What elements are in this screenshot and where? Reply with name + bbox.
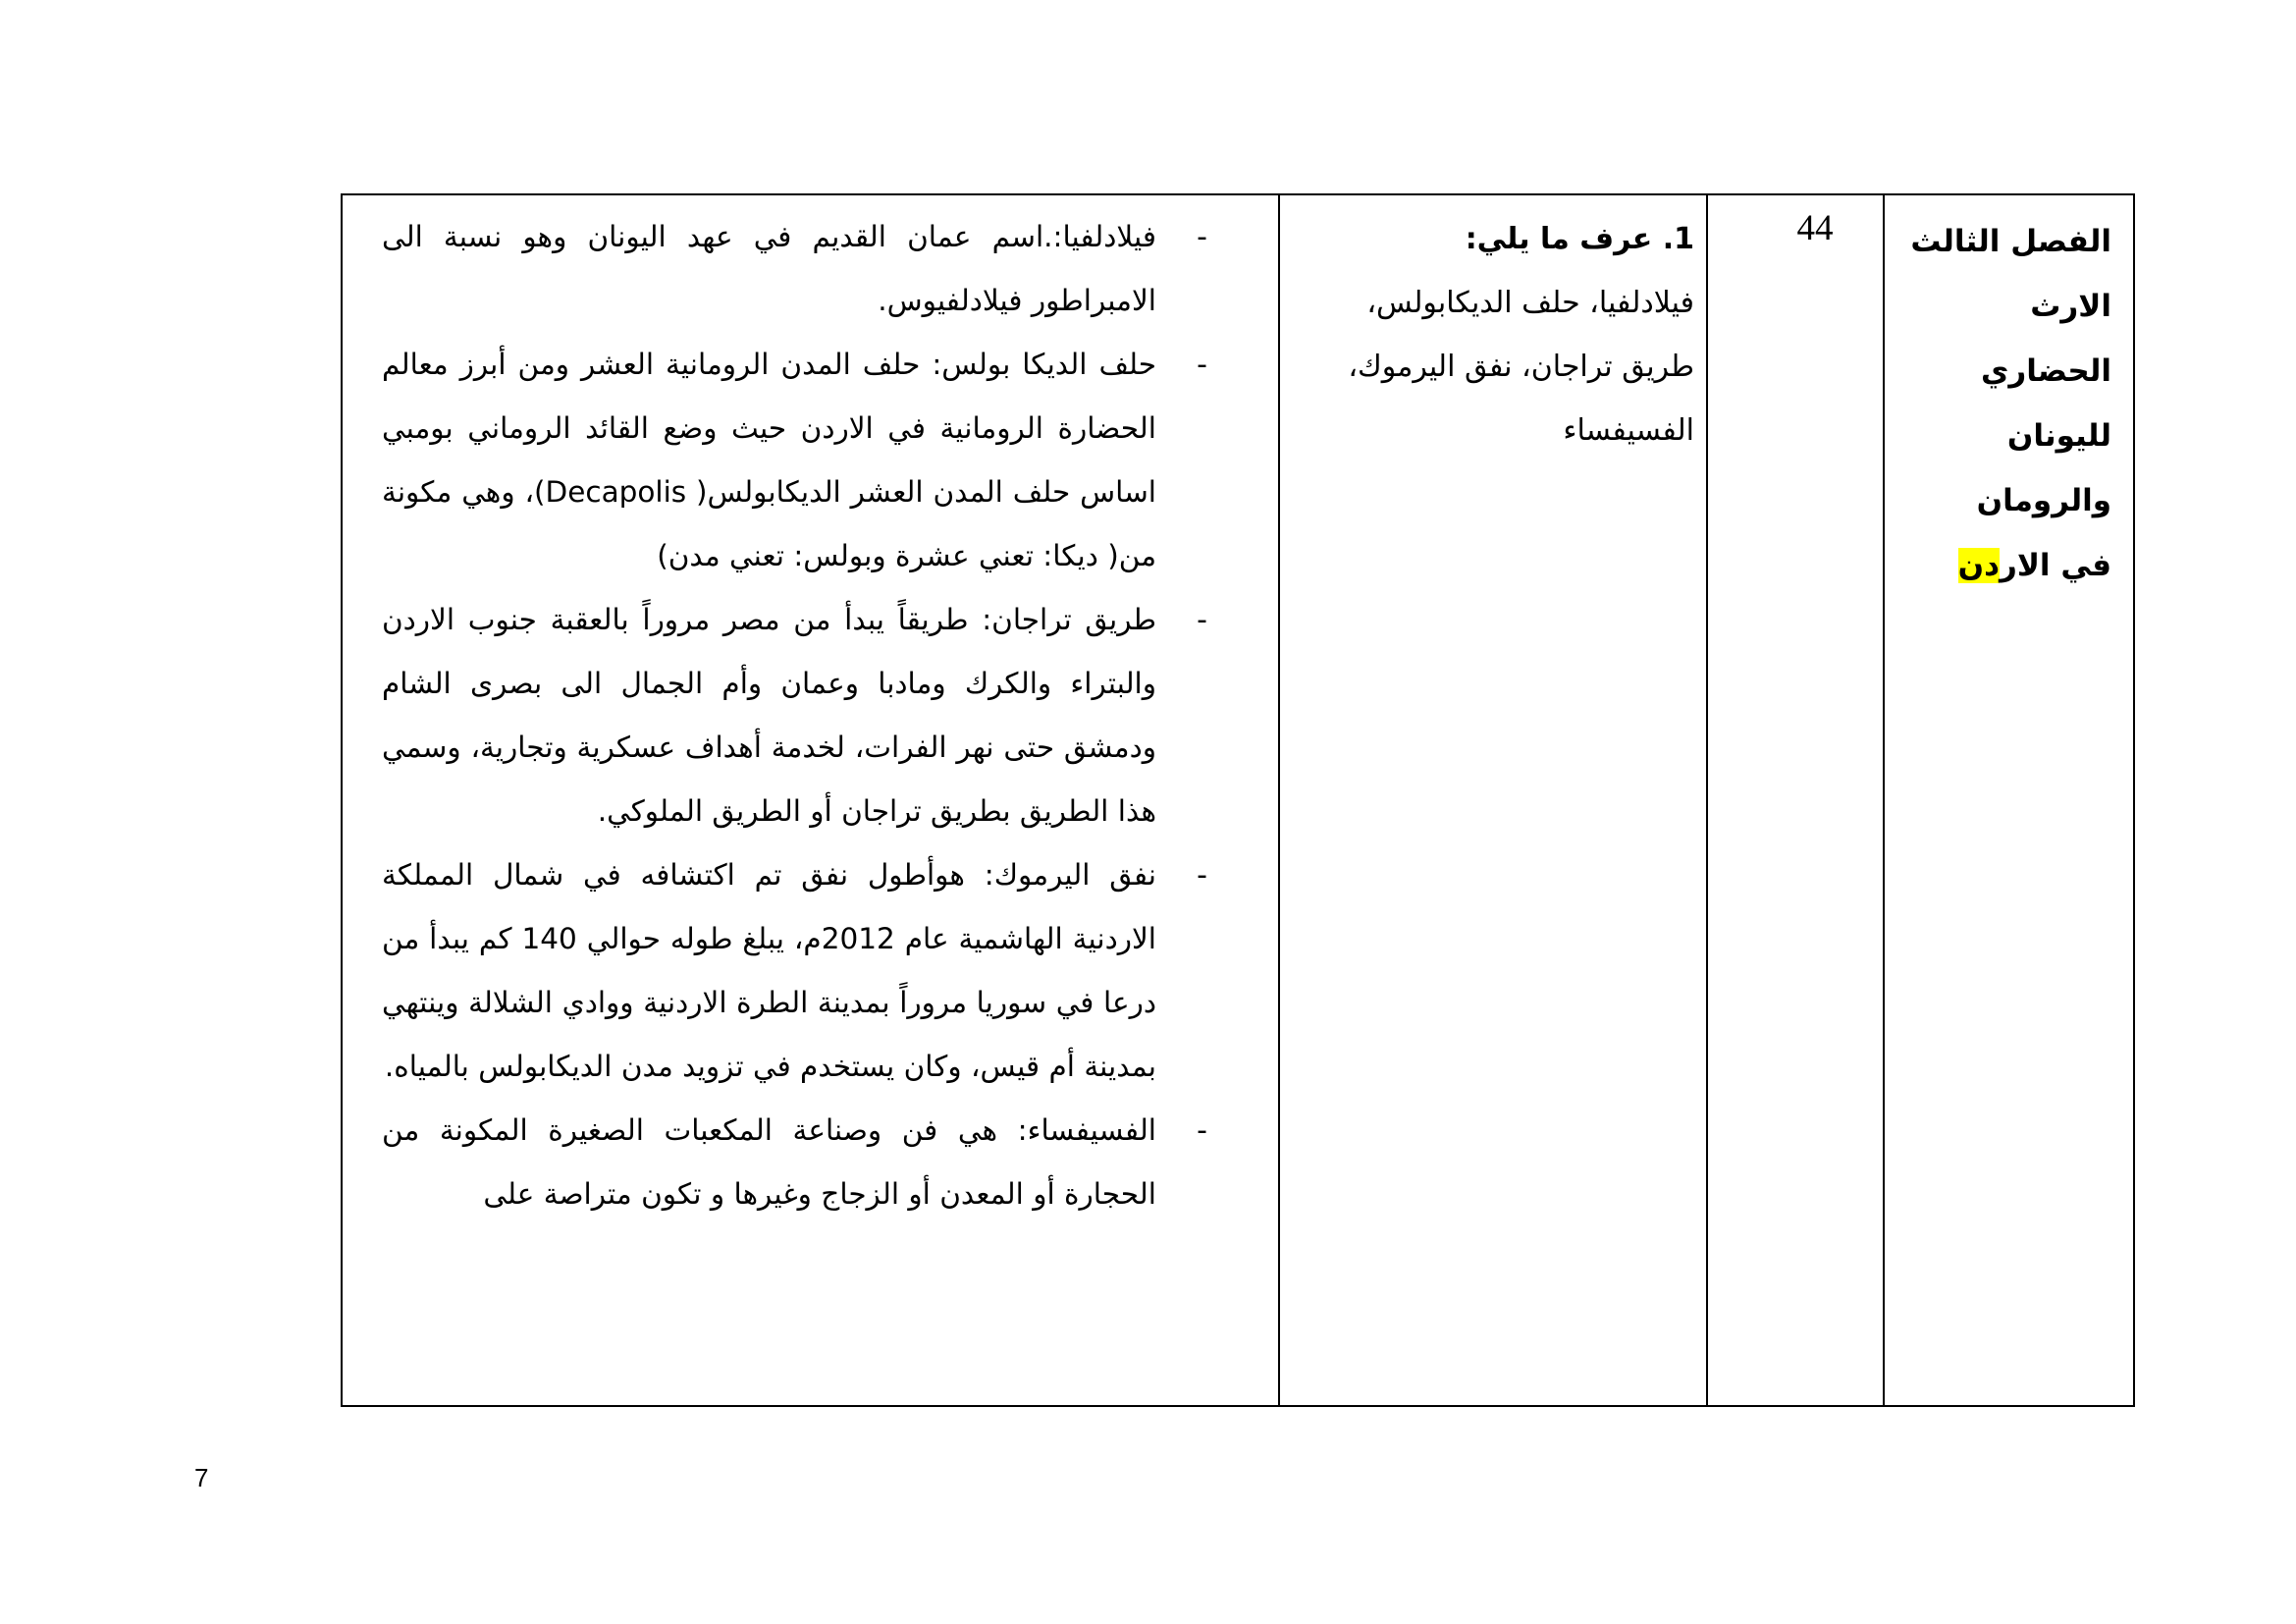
list-item [382, 205, 1264, 333]
answer-text: طريق تراجان: طريقاً يبدأ من مصر مروراً بالعقبة جنوب الاردن والبتراء والكرك ومادبا وعمان وأم الجمال الى بصرى الشام ودمشق حتى نهر الفرات، لخدمة أهداف عسكرية وتجارية، وسمي هذا الطريق بطريق تراجان أو الطريق الملوكي. [382, 603, 1156, 828]
page-reference [1708, 195, 1883, 250]
question-cell [1279, 194, 1707, 1406]
lesson-table [341, 193, 2135, 1407]
chapter-line [1896, 533, 2111, 598]
list-item [382, 1099, 1264, 1226]
bullet-dash-icon [1197, 843, 1207, 907]
chapter-line: الارث الحضاري [1980, 289, 2111, 389]
list-item [382, 588, 1264, 843]
chapter-cell [1884, 194, 2134, 1406]
chapter-line: لليونان والرومان [1976, 418, 2111, 518]
list-item [382, 843, 1264, 1099]
bullet-dash-icon [1197, 205, 1207, 269]
table-row [342, 194, 2134, 1406]
bullet-dash-icon [1197, 333, 1207, 397]
page-reference-cell [1707, 194, 1884, 1406]
list-item [382, 333, 1264, 588]
answer-text: حلف الديكا بولس: حلف المدن الرومانية العشر ومن أبرز معالم الحضارة الرومانية في الاردن حيث وضع القائد الروماني بومبي اساس حلف المدن العشر الديكابولس( Decapolis)، وهي مكونة من( ديكا: تعني عشرة وبولس: تعني مدن) [382, 348, 1156, 572]
chapter-line: الفصل الثالث [1910, 224, 2111, 259]
answer-text: نفق اليرموك: هوأطول نفق تم اكتشافه في شمال المملكة الاردنية الهاشمية عام 2012م، يبلغ طوله حوالي 140 كم يبدأ من درعا في سوريا مروراً بمدينة الطرة الاردنية ووادي الشلالة وينتهي بمدينة أم قيس، وكان يستخدم في تزويد مدن الديكابولس بالمياه. [382, 858, 1156, 1083]
answer-text: الفسيفساء: هي فن وصناعة المكعبات الصغيرة المكونة من الحجارة أو المعدن أو الزجاج وغيرها و تكون متراصة على [382, 1113, 1156, 1211]
chapter-title [1885, 195, 2133, 598]
answer-text: فيلادلفيا:.اسم عمان القديم في عهد اليونان وهو نسبة الى الامبراطور فيلادلفيوس. [382, 220, 1156, 317]
page-reference-value: 44 [1796, 208, 1834, 248]
bullet-dash-icon [1197, 588, 1207, 652]
answers-list [343, 195, 1278, 1226]
question-block [1280, 195, 1706, 462]
answers-cell [342, 194, 1279, 1406]
page-number: 7 [194, 1463, 209, 1492]
question-label: 1. عرف ما يلي: [1465, 222, 1694, 256]
highlighted-text: دن [1957, 548, 2000, 583]
chapter-line-text: في الار [1999, 548, 2111, 583]
bullet-dash-icon [1197, 1099, 1207, 1163]
question-terms: فيلادلفيا، حلف الديكابولس، طريق تراجان، نفق اليرموك، الفسيفساء [1348, 286, 1694, 448]
